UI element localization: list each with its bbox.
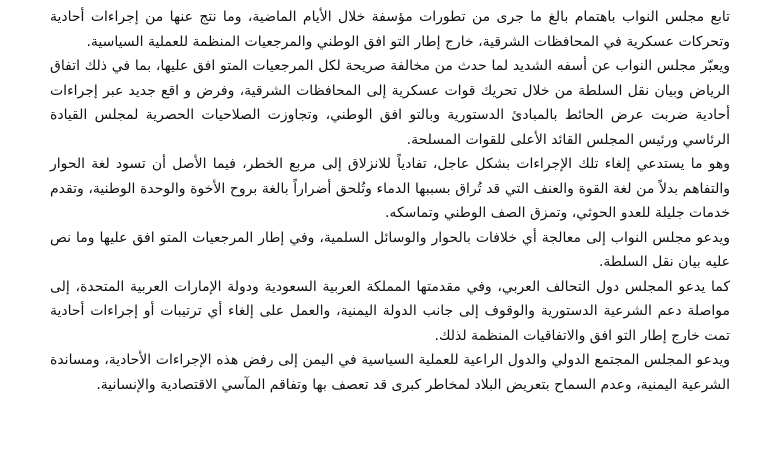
statement-body — [50, 5, 730, 397]
paragraph: ويدعو مجلس النواب إلى معالجة أي خلافات بالحوار والوسائل السلمية، وفي إطار المرجعيات المتو افق عليها وما نص عليه بيان نقل السلطة. — [50, 229, 730, 270]
paragraph: تابع مجلس النواب باهتمام بالغ ما جرى من تطورات مؤسفة خلال الأيام الماضية، وما نتج عنها من إجراءات أحادية وتحركات عسكرية في المحافظات الشرقية، خارج إطار التو افق الوطني والمرجعيات المنظمة للعملية السياسية. — [50, 9, 730, 50]
paragraph: ويدعو المجلس المجتمع الدولي والدول الراعية للعملية السياسية في اليمن إلى رفض هذه الإجراءات الأحادية، ومساندة الشرعية اليمنية، وعدم السماح بتعريض البلاد لمخاطر كبرى قد تعصف بها وتفاقم المآسي الاقتصادية والإنسانية. — [50, 352, 730, 393]
paragraph: ويعبّر مجلس النواب عن أسفه الشديد لما حدث من مخالفة صريحة لكل المرجعيات المتو افق عليها، بما في ذلك اتفاق الرياض وبيان نقل السلطة من خلال تحريك قوات عسكرية إلى المحافظات الشرقية، وفرض و اقع جديد عبر إجراءات أحادية ضربت عرض الحائط بالمبادئ الدستورية وبالتو افق الوطني، وتجاوزت الصلاحيات الحصرية لمجلس القيادة الرئاسي ورئيس المجلس القائد الأعلى للقوات المسلحة. — [50, 58, 730, 148]
paragraph: وهو ما يستدعي إلغاء تلك الإجراءات بشكل عاجل، تفادياً للانزلاق إلى مربع الخطر، فيما الأصل أن تسود لغة الحوار والتفاهم بدلاً من لغة القوة والعنف التي قد تُراق بسببها الدماء وتُلحق أضراراً بالغة بروح الأخوة والوحدة الوطنية، وتقدم خدمات جليلة للعدو الحوثي، وتمزق الصف الوطني وتماسكه. — [50, 156, 730, 221]
paragraph: كما يدعو المجلس دول التحالف العربي، وفي مقدمتها المملكة العربية السعودية ودولة الإمارات العربية المتحدة، إلى مواصلة دعم الشرعية الدستورية والوقوف إلى جانب الدولة اليمنية، والعمل على إلغاء أي ترتيبات أو إجراءات أحادية تمت خارج إطار التو افق والاتفاقيات المنظمة لذلك. — [50, 278, 730, 344]
